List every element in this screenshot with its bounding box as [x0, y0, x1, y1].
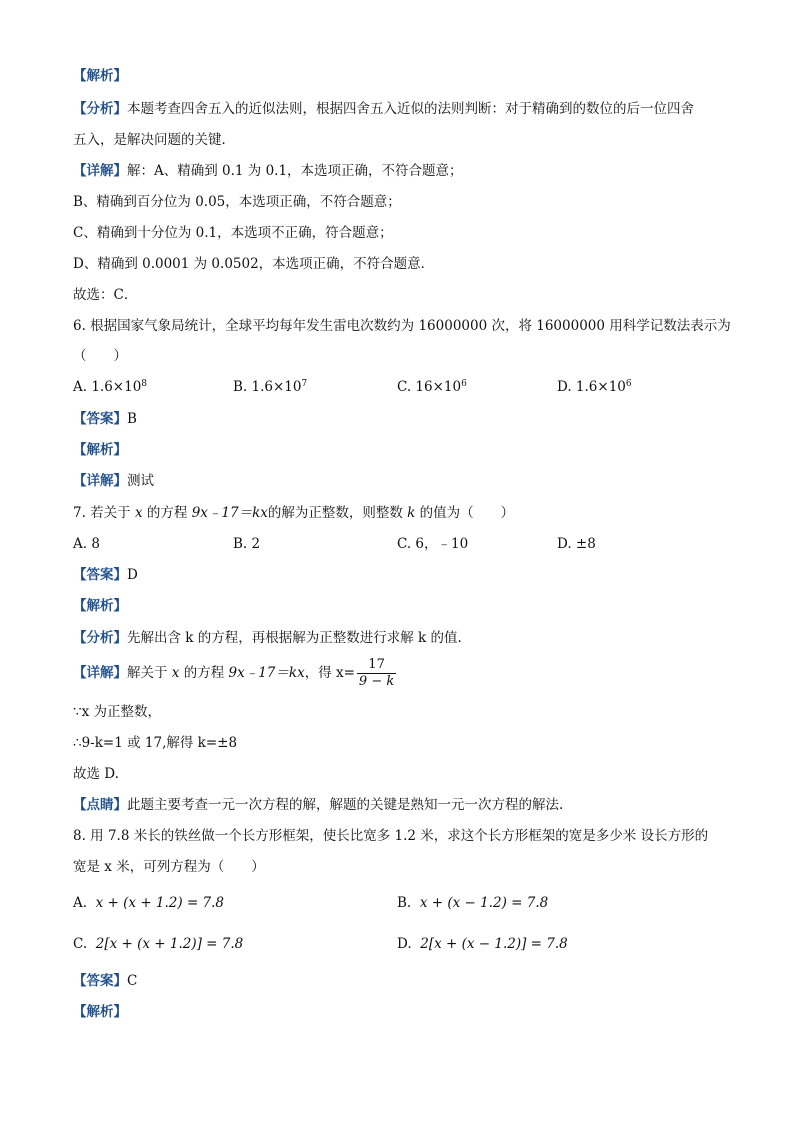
q7-detail-mid: 的方程: [183, 665, 225, 681]
analysis-tag: 【解析】: [73, 442, 127, 458]
q8-option-c: C. 2[x + (x + 1.2)] = 7.8: [73, 936, 244, 952]
q5-line-d-text: D、精确到 0.0001 为 0.0502，本选项正确，不符合题意．: [73, 256, 435, 272]
fenxi-tag: 【分析】: [73, 630, 127, 646]
fenxi-tag: 【分析】: [73, 101, 127, 117]
answer-tag: 【答案】: [73, 973, 127, 989]
comment-tag: 【点睛】: [73, 797, 127, 813]
q5-fenxi-text-2: 五入，是解决问题的关键．: [73, 132, 235, 148]
q7-conclusion-text: 故选 D.: [73, 766, 119, 782]
q6-answer-line: [73, 409, 137, 429]
q5-conclusion-text: 故选：C．: [73, 287, 138, 303]
q7-stem-end: 的值为（ ）: [419, 505, 515, 521]
q7-option-c: C. 6，﹣10: [397, 536, 469, 552]
q5-line-c-text: C、精确到十分位为 0.1，本选项不正确，符合题意；: [73, 225, 393, 241]
q7-because-text: ∵x 为正整数，: [73, 704, 161, 720]
q6-answer-value: B: [127, 411, 137, 427]
q7-comment-text: 此题主要考查一元一次方程的解，解题的关键是熟知一元一次方程的解法.: [127, 797, 564, 813]
q8-option-b: B. x + (x − 1.2) = 7.8: [397, 895, 549, 911]
q7-fenxi-line: [73, 628, 462, 648]
q7-stem-post: 的解为正整数，则整数: [267, 505, 403, 521]
q5-conclusion: [73, 285, 137, 305]
q7-stem-equation: 9x﹣17＝kx: [191, 505, 268, 521]
q6-stem-text-2: （ ）: [73, 348, 127, 364]
q5-detail-line: [73, 161, 463, 181]
q6-option-c: C. $16\times 10^6$: [397, 379, 467, 395]
q6-stem-text-1: 6. 根据国家气象局统计，全球平均每年发生雷电次数约为 16000000 次，将 16000000 用科学记数法表示为: [73, 318, 731, 334]
analysis-tag: 【解析】: [73, 598, 127, 614]
q8-option-a: A. x + (x + 1.2) = 7.8: [73, 895, 225, 911]
q7-stem-pre: 7. 若关于: [73, 505, 131, 521]
answer-tag: 【答案】: [73, 411, 127, 427]
q7-stem-line: [73, 503, 514, 523]
q7-stem-k: k: [407, 505, 416, 521]
q5-line-b-text: B、精确到百分位为 0.05，本选项正确，不符合题意；: [73, 194, 401, 210]
q7-analysis-heading: [73, 596, 127, 616]
q7-detail-equation: 9x﹣17＝kx: [228, 665, 305, 681]
q7-option-a: A. 8: [73, 536, 100, 552]
q7-because-line: [73, 702, 161, 722]
q7-detail-line: [73, 656, 396, 690]
q7-stem-var: x: [134, 505, 143, 521]
q7-answer-line: [73, 565, 138, 585]
q6-analysis-heading: [73, 440, 127, 460]
q7-detail-pre: 解关于: [127, 665, 168, 681]
detail-tag: 【详解】: [73, 473, 127, 489]
q6-detail-text: 测试: [127, 473, 154, 489]
answer-tag: 【答案】: [73, 567, 127, 583]
q7-therefore-text: ∴9-k=1 或 17,解得 k=±8: [73, 735, 238, 751]
q7-detail-post: ，得 x=: [304, 665, 355, 681]
q8-answer-value: C: [127, 973, 138, 989]
q6-stem-line-1: [73, 316, 731, 336]
q7-fenxi-text: 先解出含 k 的方程，再根据解为正整数进行求解 k 的值.: [127, 630, 462, 646]
q7-stem-mid: 的方程: [146, 505, 188, 521]
q7-conclusion-line: [73, 764, 119, 784]
q7-fraction: [357, 657, 396, 690]
q8-answer-line: [73, 971, 137, 991]
q7-option-d: D. ±8: [557, 536, 596, 552]
q5-analysis-heading: [73, 66, 127, 86]
analysis-tag: 【解析】: [73, 1004, 127, 1020]
q8-stem-line-1: [73, 826, 708, 846]
q8-stem-line-2: [73, 857, 265, 877]
detail-tag: 【详解】: [73, 665, 127, 681]
q5-line-d: [73, 254, 434, 274]
q5-fenxi-text-1: 本题考查四舍五入的近似法则，根据四舍五入近似的法则判断：对于精确到的数位的后一位四舍: [127, 101, 694, 117]
q7-therefore-line: [73, 733, 237, 753]
q7-option-b: B. 2: [233, 536, 261, 552]
q6-option-b: B. $1.6\times 10^7$: [233, 379, 308, 395]
q6-option-d: D. $1.6\times 10^6$: [557, 379, 632, 395]
q7-fraction-denominator: 9 − k: [358, 674, 395, 689]
q8-analysis-heading: [73, 1002, 127, 1022]
q5-fenxi-line-1: [73, 99, 694, 119]
q8-stem-text-1: 8. 用 7.8 米长的铁丝做一个长方形框架，使长比宽多 1.2 米，求这个长方形框架的宽是多少米 设长方形的: [73, 828, 709, 844]
q5-detail-text: 解：A、精确到 0.1 为 0.1，本选项正确，不符合题意；: [127, 163, 463, 179]
q5-fenxi-line-2: [73, 130, 235, 150]
analysis-tag: 【解析】: [73, 68, 127, 84]
q5-line-c: [73, 223, 393, 243]
q7-comment-line: [73, 795, 563, 815]
q6-stem-line-2: [73, 346, 127, 366]
q8-stem-text-2: 宽是 x 米，可列方程为（ ）: [73, 859, 265, 875]
q5-line-b: [73, 192, 401, 212]
q6-detail-line: [73, 471, 154, 491]
q7-detail-var: x: [171, 665, 180, 681]
q8-option-d: D. 2[x + (x − 1.2)] = 7.8: [397, 936, 568, 952]
q6-option-a: A. $1.6\times 10^8$: [73, 379, 148, 395]
q7-answer-value: D: [127, 567, 138, 583]
detail-tag: 【详解】: [73, 163, 127, 179]
q7-fraction-numerator: 17: [368, 657, 385, 672]
